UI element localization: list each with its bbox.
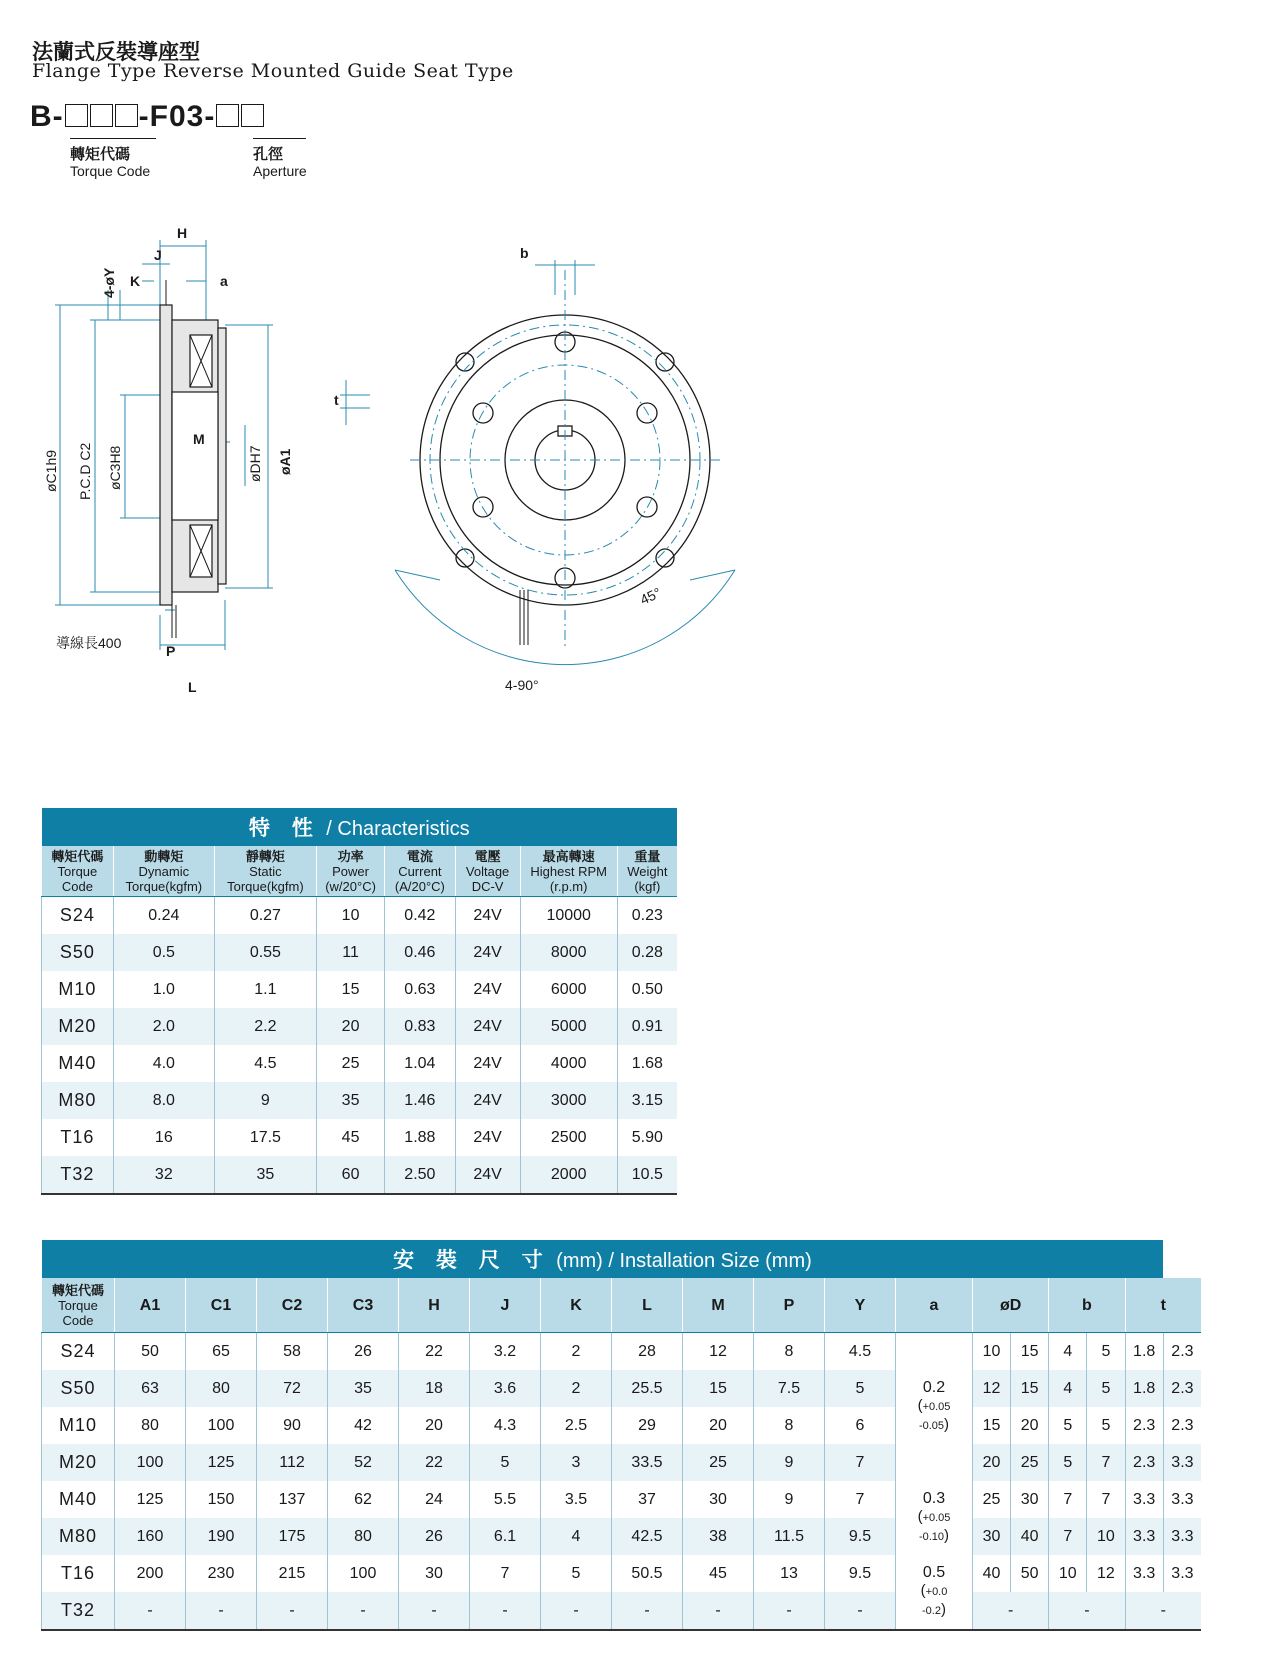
table-row — [42, 1518, 1202, 1555]
table-cell: 4.5 — [825, 1333, 896, 1371]
table-cell: 45 — [683, 1555, 754, 1592]
table-cell: 20 — [399, 1407, 470, 1444]
table-cell: 9 — [754, 1444, 825, 1481]
table-cell: 4000 — [520, 1045, 617, 1082]
table-cell: 0.91 — [617, 1008, 677, 1045]
table-cell: 22 — [399, 1333, 470, 1371]
table-cell: 33.5 — [612, 1444, 683, 1481]
table-cell: 63 — [115, 1370, 186, 1407]
table-cell: 1.88 — [385, 1119, 455, 1156]
table-cell: 112 — [257, 1444, 328, 1481]
table-cell: 25 — [316, 1045, 384, 1082]
table-cell: 3.15 — [617, 1082, 677, 1119]
table-cell: 1.8 — [1125, 1333, 1163, 1371]
side-view-drawing — [0, 220, 340, 720]
column-header: 靜轉矩 Static Torque(kgfm) — [214, 846, 316, 897]
table-cell: - — [399, 1592, 470, 1630]
characteristics-title-en: / Characteristics — [326, 818, 470, 840]
table-cell: 24V — [455, 1045, 520, 1082]
table-cell: - — [1049, 1592, 1125, 1630]
table-cell: 7 — [1087, 1481, 1125, 1518]
dim-label-P: P — [166, 643, 176, 659]
table-row — [42, 1045, 678, 1082]
table-cell: 42 — [328, 1407, 399, 1444]
table-cell: 24V — [455, 1082, 520, 1119]
table-cell: S50 — [42, 934, 114, 971]
table-cell: 10 — [1087, 1518, 1125, 1555]
table-cell: 0.5 — [113, 934, 214, 971]
table-cell: 25 — [973, 1481, 1011, 1518]
table-cell: 28 — [612, 1333, 683, 1371]
table-cell: T16 — [42, 1555, 115, 1592]
table-cell: 25 — [683, 1444, 754, 1481]
table-cell: 2.50 — [385, 1156, 455, 1194]
lead-length-label: 導線長400 — [56, 635, 122, 651]
table-cell: 1.1 — [214, 971, 316, 1008]
table-cell: 72 — [257, 1370, 328, 1407]
table-cell: 60 — [316, 1156, 384, 1194]
installation-header-row — [42, 1278, 1202, 1333]
table-cell: 45 — [316, 1119, 384, 1156]
table-row — [42, 1119, 678, 1156]
table-cell: M20 — [42, 1008, 114, 1045]
column-header: K — [541, 1278, 612, 1333]
table-cell: - — [683, 1592, 754, 1630]
torque-code-underline — [70, 138, 156, 139]
table-cell: 3.2 — [470, 1333, 541, 1371]
table-cell: 9.5 — [825, 1555, 896, 1592]
column-header: 轉矩代碼 Torque Code — [42, 846, 114, 897]
table-cell: 52 — [328, 1444, 399, 1481]
installation-title-en: (mm) / Installation Size (mm) — [556, 1250, 812, 1272]
table-cell: 100 — [186, 1407, 257, 1444]
table-cell: 30 — [683, 1481, 754, 1518]
table-cell: 24V — [455, 897, 520, 935]
characteristics-header-row — [42, 846, 678, 897]
table-cell: 35 — [214, 1156, 316, 1194]
table-cell: 2.2 — [214, 1008, 316, 1045]
table-cell: 12 — [1087, 1555, 1125, 1592]
table-cell: 5 — [1049, 1444, 1087, 1481]
table-cell: 3.3 — [1125, 1555, 1163, 1592]
table-cell: S50 — [42, 1370, 115, 1407]
table-cell: 30 — [399, 1555, 470, 1592]
table-cell: 24V — [455, 1008, 520, 1045]
table-cell: 6 — [825, 1407, 896, 1444]
table-cell: 0.83 — [385, 1008, 455, 1045]
table-cell: 8000 — [520, 934, 617, 971]
column-header: t — [1125, 1278, 1201, 1333]
table-cell: 7 — [1049, 1481, 1087, 1518]
table-cell: 100 — [115, 1444, 186, 1481]
installation-title-bar — [42, 1240, 1202, 1278]
table-cell: - — [186, 1592, 257, 1630]
aperture-underline — [253, 138, 306, 139]
table-cell: 0.63 — [385, 971, 455, 1008]
column-header: J — [470, 1278, 541, 1333]
a-group-cell: 0.2 (+0.05 -0.05) — [896, 1333, 973, 1482]
table-cell: 22 — [399, 1444, 470, 1481]
table-row — [42, 1156, 678, 1194]
table-cell: 15 — [316, 971, 384, 1008]
torque-code-label: 轉矩代碼 Torque Code — [70, 145, 151, 179]
table-cell: 2.3 — [1163, 1407, 1201, 1444]
column-header: M — [683, 1278, 754, 1333]
dim-label-C1: øC1h9 — [43, 449, 59, 492]
table-cell: 18 — [399, 1370, 470, 1407]
table-cell: 32 — [113, 1156, 214, 1194]
table-row — [42, 1370, 1202, 1407]
table-cell: 3.3 — [1163, 1444, 1201, 1481]
table-cell: 38 — [683, 1518, 754, 1555]
table-cell: 24V — [455, 1156, 520, 1194]
table-cell: 80 — [328, 1518, 399, 1555]
column-header: a — [896, 1278, 973, 1333]
dim-label-C3: øC3H8 — [107, 445, 123, 490]
table-cell: - — [115, 1592, 186, 1630]
dim-label-L: L — [188, 679, 197, 695]
table-cell: 13 — [754, 1555, 825, 1592]
table-cell: 2.0 — [113, 1008, 214, 1045]
table-cell: 12 — [973, 1370, 1011, 1407]
table-cell: 3.3 — [1125, 1481, 1163, 1518]
table-cell: 50 — [115, 1333, 186, 1371]
table-cell: 0.46 — [385, 934, 455, 971]
installation-title-zh: 安 裝 尺 寸 — [393, 1249, 551, 1272]
table-row — [42, 1444, 1202, 1481]
table-cell — [42, 808, 678, 846]
dim-label-C2: P.C.D C2 — [77, 442, 93, 500]
table-cell: 5 — [541, 1555, 612, 1592]
column-header: H — [399, 1278, 470, 1333]
table-cell: 65 — [186, 1333, 257, 1371]
characteristics-table — [41, 808, 677, 1195]
table-cell: 2.3 — [1125, 1407, 1163, 1444]
front-view-drawing — [334, 245, 760, 720]
table-cell: 8 — [754, 1333, 825, 1371]
table-cell: 42.5 — [612, 1518, 683, 1555]
table-cell: 6000 — [520, 971, 617, 1008]
column-header: øD — [973, 1278, 1049, 1333]
table-cell: T32 — [42, 1592, 115, 1630]
table-cell: 5.90 — [617, 1119, 677, 1156]
table-cell: 3 — [541, 1444, 612, 1481]
table-cell: 10 — [973, 1333, 1011, 1371]
table-cell: 5 — [1049, 1407, 1087, 1444]
dim-label-D: øDH7 — [247, 445, 263, 482]
table-cell: 125 — [115, 1481, 186, 1518]
table-cell: 7 — [1049, 1518, 1087, 1555]
table-cell: 1.0 — [113, 971, 214, 1008]
table-cell: 7 — [825, 1444, 896, 1481]
table-row — [42, 1008, 678, 1045]
table-cell: 0.23 — [617, 897, 677, 935]
table-cell: 9 — [214, 1082, 316, 1119]
table-cell: 2.3 — [1125, 1444, 1163, 1481]
table-cell: M40 — [42, 1045, 114, 1082]
column-header: 功率 Power (w/20°C) — [316, 846, 384, 897]
table-cell: M40 — [42, 1481, 115, 1518]
model-prefix: B- — [30, 100, 64, 133]
table-cell: 5.5 — [470, 1481, 541, 1518]
table-cell: 20 — [1011, 1407, 1049, 1444]
characteristics-title-zh: 特 性 — [248, 817, 321, 840]
dim-label-M: M — [193, 431, 205, 447]
table-cell: 20 — [973, 1444, 1011, 1481]
table-cell: - — [973, 1592, 1049, 1630]
table-cell: 160 — [115, 1518, 186, 1555]
table-cell: 0.50 — [617, 971, 677, 1008]
dim-label-b: b — [520, 245, 529, 261]
table-cell: 15 — [1011, 1370, 1049, 1407]
column-header: 重量 Weight (kgf) — [617, 846, 677, 897]
table-cell: 11.5 — [754, 1518, 825, 1555]
column-header: b — [1049, 1278, 1125, 1333]
table-cell: 7 — [825, 1481, 896, 1518]
table-cell: - — [257, 1592, 328, 1630]
table-cell: 3.3 — [1163, 1481, 1201, 1518]
table-cell: - — [470, 1592, 541, 1630]
table-row — [42, 1082, 678, 1119]
table-cell: 25.5 — [612, 1370, 683, 1407]
angle-label-45: 45° — [637, 584, 664, 608]
table-cell: 175 — [257, 1518, 328, 1555]
table-cell: 35 — [316, 1082, 384, 1119]
table-cell: 8.0 — [113, 1082, 214, 1119]
table-cell: 50 — [1011, 1555, 1049, 1592]
dim-label-K: K — [130, 273, 141, 289]
a-group-cell: 0.3 (+0.05 -0.10) — [896, 1481, 973, 1555]
dim-label-J: J — [154, 247, 162, 263]
table-cell: 0.55 — [214, 934, 316, 971]
table-cell: 0.42 — [385, 897, 455, 935]
table-cell: 25 — [1011, 1444, 1049, 1481]
table-cell: 5 — [825, 1370, 896, 1407]
table-row — [42, 1481, 1202, 1518]
table-cell: 26 — [399, 1518, 470, 1555]
table-cell: M10 — [42, 971, 114, 1008]
characteristics-title-bar — [42, 808, 678, 846]
table-cell: 7 — [470, 1555, 541, 1592]
table-cell: 35 — [328, 1370, 399, 1407]
table-cell: 0.24 — [113, 897, 214, 935]
table-cell: 1.8 — [1125, 1370, 1163, 1407]
table-cell: 7.5 — [754, 1370, 825, 1407]
column-header: A1 — [115, 1278, 186, 1333]
table-cell: 80 — [186, 1370, 257, 1407]
angle-label-90: 4-90° — [505, 677, 539, 693]
table-cell: 125 — [186, 1444, 257, 1481]
table-cell: 3.3 — [1163, 1555, 1201, 1592]
dim-label-t: t — [334, 392, 339, 408]
table-cell: 5 — [1087, 1370, 1125, 1407]
table-cell: M80 — [42, 1518, 115, 1555]
table-cell: 20 — [683, 1407, 754, 1444]
table-cell: - — [541, 1592, 612, 1630]
table-cell: 24V — [455, 971, 520, 1008]
table-cell: 4.5 — [214, 1045, 316, 1082]
table-cell: 62 — [328, 1481, 399, 1518]
table-cell: 4 — [541, 1518, 612, 1555]
table-cell: 40 — [1011, 1518, 1049, 1555]
column-header: C3 — [328, 1278, 399, 1333]
model-mid: -F03- — [138, 100, 216, 133]
table-cell: 20 — [316, 1008, 384, 1045]
table-cell: 15 — [973, 1407, 1011, 1444]
table-cell: 1.04 — [385, 1045, 455, 1082]
table-cell: 4.3 — [470, 1407, 541, 1444]
table-row — [42, 1555, 1202, 1592]
table-row — [42, 934, 678, 971]
table-cell: 5000 — [520, 1008, 617, 1045]
table-cell: 5 — [470, 1444, 541, 1481]
table-cell: - — [1125, 1592, 1201, 1630]
dim-label-A1: øA1 — [277, 448, 293, 475]
table-cell: 2 — [541, 1333, 612, 1371]
table-cell: 11 — [316, 934, 384, 971]
column-header: P — [754, 1278, 825, 1333]
a-group-cell: 0.5 (+0.0 -0.2) — [896, 1555, 973, 1630]
table-cell: 4 — [1049, 1333, 1087, 1371]
table-cell: 15 — [1011, 1333, 1049, 1371]
code-box — [241, 104, 264, 127]
table-cell: 10 — [316, 897, 384, 935]
table-cell: 230 — [186, 1555, 257, 1592]
table-cell: 10000 — [520, 897, 617, 935]
dim-label-a: a — [220, 273, 228, 289]
table-cell: 80 — [115, 1407, 186, 1444]
table-cell: 30 — [973, 1518, 1011, 1555]
table-cell: 0.27 — [214, 897, 316, 935]
table-row — [42, 1592, 1202, 1630]
code-box — [216, 104, 239, 127]
table-cell: - — [328, 1592, 399, 1630]
table-cell: 9.5 — [825, 1518, 896, 1555]
table-cell: 12 — [683, 1333, 754, 1371]
table-cell: 40 — [973, 1555, 1011, 1592]
table-cell: 24 — [399, 1481, 470, 1518]
table-cell: 200 — [115, 1555, 186, 1592]
table-cell: 0.28 — [617, 934, 677, 971]
table-cell: 24V — [455, 1119, 520, 1156]
table-cell: 29 — [612, 1407, 683, 1444]
table-cell: M80 — [42, 1082, 114, 1119]
table-cell: S24 — [42, 1333, 115, 1371]
table-cell: T16 — [42, 1119, 114, 1156]
table-cell: M20 — [42, 1444, 115, 1481]
table-cell — [42, 1240, 1164, 1278]
table-cell: 2500 — [520, 1119, 617, 1156]
table-cell: 5 — [1087, 1407, 1125, 1444]
table-row — [42, 897, 678, 935]
table-cell: 1.46 — [385, 1082, 455, 1119]
table-cell: 215 — [257, 1555, 328, 1592]
column-header: 電流 Current (A/20°C) — [385, 846, 455, 897]
table-cell: 30 — [1011, 1481, 1049, 1518]
table-cell: 10.5 — [617, 1156, 677, 1194]
column-header: L — [612, 1278, 683, 1333]
table-row — [42, 1333, 1202, 1371]
table-cell: 10 — [1049, 1555, 1087, 1592]
table-cell: 3.3 — [1125, 1518, 1163, 1555]
column-header: 轉矩代碼 Torque Code — [42, 1278, 115, 1333]
column-header: 電壓 Voltage DC-V — [455, 846, 520, 897]
table-cell: 6.1 — [470, 1518, 541, 1555]
table-cell: 24V — [455, 934, 520, 971]
table-cell: 58 — [257, 1333, 328, 1371]
table-cell: 3.6 — [470, 1370, 541, 1407]
table-cell: 3000 — [520, 1082, 617, 1119]
model-code — [30, 100, 265, 134]
table-cell: - — [825, 1592, 896, 1630]
table-cell: 2 — [541, 1370, 612, 1407]
table-cell: 8 — [754, 1407, 825, 1444]
page-title-zh: 法蘭式反裝導座型 — [32, 40, 200, 64]
table-cell: 16 — [113, 1119, 214, 1156]
table-cell: 2.3 — [1163, 1370, 1201, 1407]
table-cell: 1.68 — [617, 1045, 677, 1082]
column-header: 動轉矩 Dynamic Torque(kgfm) — [113, 846, 214, 897]
installation-size-table — [41, 1240, 1201, 1631]
table-cell: 37 — [612, 1481, 683, 1518]
table-cell: 15 — [683, 1370, 754, 1407]
table-cell: 7 — [1087, 1444, 1125, 1481]
aperture-label: 孔徑 Aperture — [253, 145, 307, 179]
table-cell: T32 — [42, 1156, 114, 1194]
table-cell: 100 — [328, 1555, 399, 1592]
table-cell: - — [612, 1592, 683, 1630]
table-cell: 17.5 — [214, 1119, 316, 1156]
table-cell: S24 — [42, 897, 114, 935]
table-cell: - — [754, 1592, 825, 1630]
table-cell: M10 — [42, 1407, 115, 1444]
column-header: C2 — [257, 1278, 328, 1333]
table-cell: 90 — [257, 1407, 328, 1444]
dim-label-Y: 4-øY — [101, 267, 117, 298]
table-cell: 150 — [186, 1481, 257, 1518]
table-cell: 2000 — [520, 1156, 617, 1194]
column-header: Y — [825, 1278, 896, 1333]
code-box — [65, 104, 88, 127]
table-cell: 50.5 — [612, 1555, 683, 1592]
column-header: C1 — [186, 1278, 257, 1333]
table-row — [42, 1407, 1202, 1444]
page-title-en: Flange Type Reverse Mounted Guide Seat Type — [32, 60, 514, 82]
code-box — [90, 104, 113, 127]
table-cell: 5 — [1087, 1333, 1125, 1371]
table-cell: 26 — [328, 1333, 399, 1371]
code-box — [115, 104, 138, 127]
table-cell: 190 — [186, 1518, 257, 1555]
dim-label-H: H — [177, 225, 188, 241]
table-cell: 4.0 — [113, 1045, 214, 1082]
table-row — [42, 971, 678, 1008]
table-cell: 4 — [1049, 1370, 1087, 1407]
column-header: 最高轉速 Highest RPM (r.p.m) — [520, 846, 617, 897]
table-cell: 2.3 — [1163, 1333, 1201, 1371]
table-cell: 9 — [754, 1481, 825, 1518]
table-cell: 2.5 — [541, 1407, 612, 1444]
table-cell: 3.3 — [1163, 1518, 1201, 1555]
table-cell: 3.5 — [541, 1481, 612, 1518]
table-cell: 137 — [257, 1481, 328, 1518]
